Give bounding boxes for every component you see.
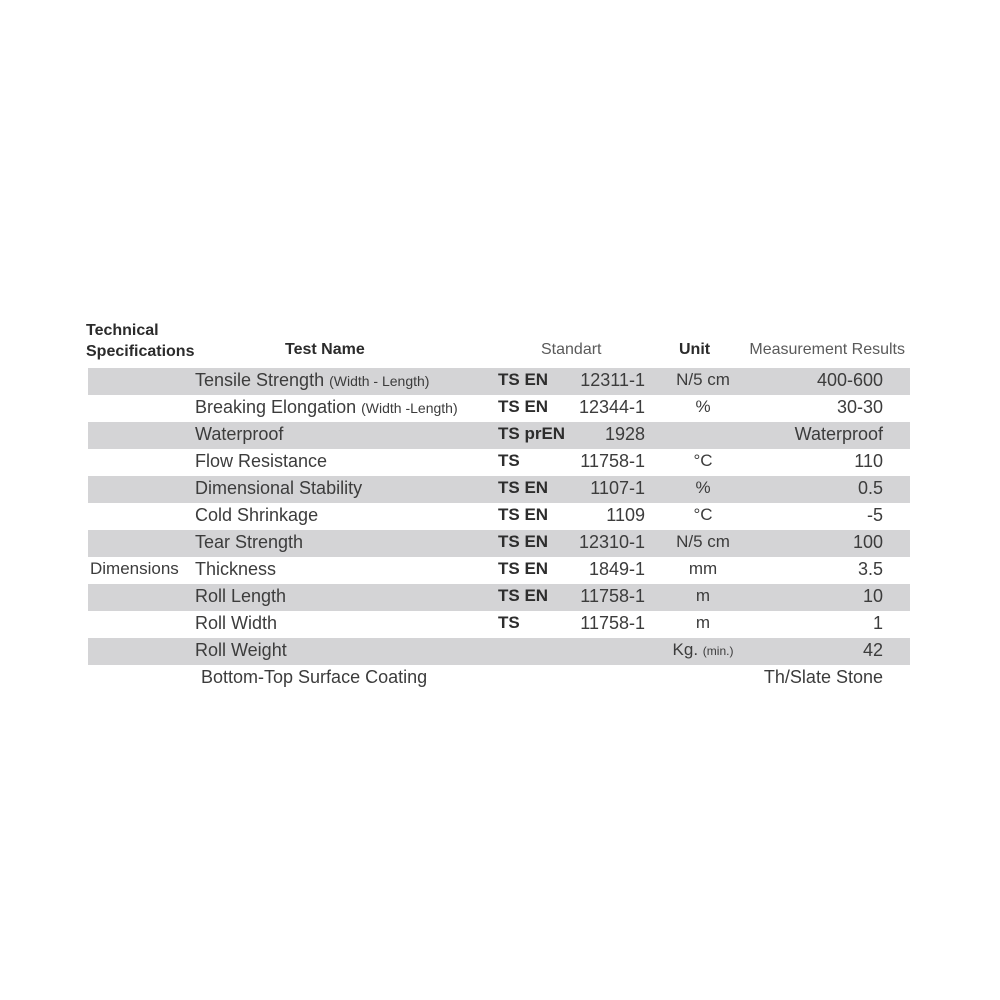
technical-specifications-table	[88, 318, 910, 692]
unit-cell	[648, 503, 758, 527]
standard-prefix: TS EN	[498, 397, 549, 416]
unit-note: (min.)	[702, 644, 734, 658]
unit-text: mm	[688, 559, 718, 578]
standard-prefix: TS EN	[498, 478, 549, 497]
standard-number: 12311-1	[580, 370, 645, 390]
standard-prefix: TS prEN	[498, 424, 566, 443]
test-name-note: (Width - Length)	[329, 373, 430, 389]
unit-cell	[648, 449, 758, 473]
measurement-result: 0.5	[857, 478, 883, 498]
standard-prefix: TS EN	[498, 559, 549, 578]
table-row	[88, 368, 910, 395]
test-name-text: Dimensional Stability	[195, 478, 363, 498]
table-body	[88, 368, 910, 692]
test-name-cell	[195, 503, 318, 527]
row-section-label: Dimensions	[90, 559, 179, 578]
standard-prefix: TS EN	[498, 586, 549, 605]
unit-text: m	[695, 613, 711, 632]
measurement-result: 30-30	[836, 397, 883, 417]
standard-number: 11758-1	[580, 613, 645, 633]
table-row	[88, 584, 910, 611]
table-row	[88, 530, 910, 557]
table-header	[88, 318, 910, 368]
test-name-cell	[195, 530, 303, 554]
results-column-header: Measurement Results	[749, 341, 905, 358]
unit-text: Kg.	[672, 640, 699, 659]
measurement-result: -5	[866, 505, 883, 525]
measurement-result: 400-600	[816, 370, 883, 390]
unit-cell	[648, 611, 758, 635]
test-name-text: Roll Width	[195, 613, 278, 633]
standard-prefix: TS	[498, 613, 520, 632]
unit-text: %	[695, 397, 711, 416]
unit-text: m	[695, 586, 711, 605]
measurement-result: 110	[854, 451, 883, 471]
table-row	[88, 395, 910, 422]
test-name-cell	[195, 395, 458, 420]
test-name-cell	[195, 584, 286, 608]
table-row	[88, 449, 910, 476]
measurement-result: Th/Slate Stone	[763, 667, 883, 687]
unit-column-header: Unit	[679, 341, 711, 358]
test-name-note: (Width -Length)	[361, 400, 458, 416]
unit-cell	[648, 584, 758, 608]
measurement-result: 3.5	[857, 559, 883, 579]
table-row	[88, 476, 910, 503]
test-name-text: Bottom-Top Surface Coating	[201, 667, 428, 687]
measurement-result: 1	[872, 613, 883, 633]
table-row	[88, 665, 910, 692]
standard-number: 12344-1	[578, 397, 645, 417]
table-row	[88, 503, 910, 530]
test-name-text: Breaking Elongation	[195, 397, 357, 417]
test-name-text: Thickness	[195, 559, 277, 579]
test-name-text: Waterproof	[195, 424, 284, 444]
measurement-result: 10	[862, 586, 883, 606]
test-name-cell	[195, 611, 277, 635]
section-column-header	[86, 320, 194, 362]
measurement-result: Waterproof	[794, 424, 883, 444]
standard-number: 1928	[604, 424, 645, 444]
test-name-text: Tear Strength	[195, 532, 304, 552]
unit-cell	[648, 476, 758, 500]
test-name-cell	[195, 476, 362, 500]
table-row	[88, 557, 910, 584]
section-header-line1: Technical	[86, 322, 159, 339]
standard-number: 1109	[606, 505, 645, 525]
unit-text: N/5 cm	[676, 532, 730, 551]
standard-column-header: Standart	[541, 341, 602, 358]
test-name-cell	[195, 638, 287, 662]
standard-prefix: TS EN	[498, 370, 549, 389]
standard-number: 1849-1	[588, 559, 645, 579]
unit-cell	[648, 395, 758, 419]
table-row	[88, 611, 910, 638]
unit-cell	[648, 368, 758, 392]
test-name-text: Tensile Strength	[195, 370, 325, 390]
standard-number: 11758-1	[580, 451, 645, 471]
test-name-text: Cold Shrinkage	[195, 505, 319, 525]
unit-cell	[648, 638, 758, 663]
test-name-text: Flow Resistance	[195, 451, 328, 471]
test-name-cell	[195, 422, 283, 446]
unit-text: %	[695, 478, 711, 497]
standard-number: 12310-1	[578, 532, 645, 552]
table-row	[88, 638, 910, 665]
test-name-cell	[201, 665, 427, 689]
standard-prefix: TS	[498, 451, 520, 470]
unit-cell	[648, 557, 758, 581]
standard-number: 1107-1	[590, 478, 645, 498]
unit-cell	[648, 530, 758, 554]
measurement-result: 42	[862, 640, 883, 660]
standard-prefix: TS EN	[498, 532, 549, 551]
test-name-text: Roll Weight	[195, 640, 287, 660]
standard-number: 11758-1	[580, 586, 645, 606]
unit-text: °C	[693, 451, 713, 470]
section-header-line2: Specifications	[86, 343, 195, 360]
unit-text: N/5 cm	[676, 370, 730, 389]
test-name-cell	[195, 449, 327, 473]
table-row	[88, 422, 910, 449]
test-name-column-header: Test Name	[285, 341, 365, 358]
test-name-text: Roll Length	[195, 586, 287, 606]
measurement-result: 100	[852, 532, 883, 552]
test-name-cell	[195, 557, 276, 581]
standard-prefix: TS EN	[498, 505, 549, 524]
unit-text: °C	[693, 505, 713, 524]
test-name-cell	[195, 368, 429, 393]
